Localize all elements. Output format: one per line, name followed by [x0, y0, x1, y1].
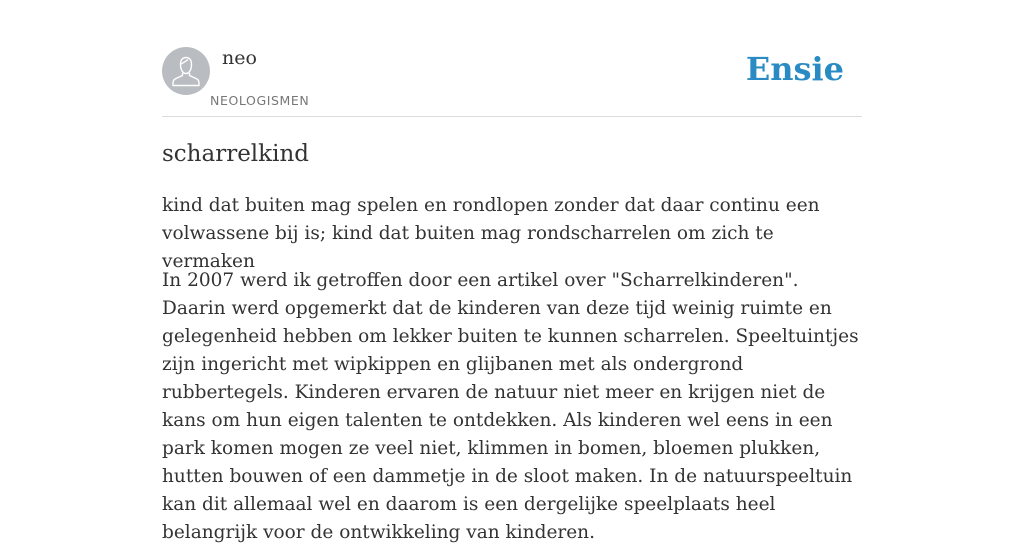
collection-label[interactable]: NEOLOGISMEN — [210, 93, 310, 108]
entry-definition: kind dat buiten mag spelen en rondlopen zonder dat daar continu een volwassene bij is; kind dat buiten mag rondscharrelen om zich te vermaken — [162, 195, 820, 272]
entry-title: scharrelkind — [162, 141, 309, 167]
entry-page — [162, 0, 862, 543]
entry-example: In 2007 werd ik getroffen door een artikel over "Scharrelkinderen". Daarin werd opgemerkt dat de kinderen van deze tijd weinig ruimte en gelegenheid hebben om lekker buiten te kunnen scharrelen. Speeltuintjes zijn ingericht met wipkippen en glijbanen met als ondergrond rubbertegels. Kinderen ervaren de natuur niet meer en krijgen niet de kans om hun eigen talenten te ontdekken. Als kinderen wel eens in een park komen mogen ze veel niet, klimmen in bomen, bloemen plukken, hutten bouwen of een dammetje in de sloot maken. In de natuurspeeltuin kan dit allemaal wel en daarom is een dergelijke speelplaats heel belangrijk voor de ontwikkeling van kinderen. — [162, 270, 859, 543]
entry-header — [162, 0, 862, 117]
author-name[interactable]: neo — [222, 47, 257, 69]
brand-logo[interactable]: Ensie — [745, 50, 844, 88]
avatar[interactable] — [162, 47, 210, 95]
user-silhouette-icon — [162, 47, 210, 95]
